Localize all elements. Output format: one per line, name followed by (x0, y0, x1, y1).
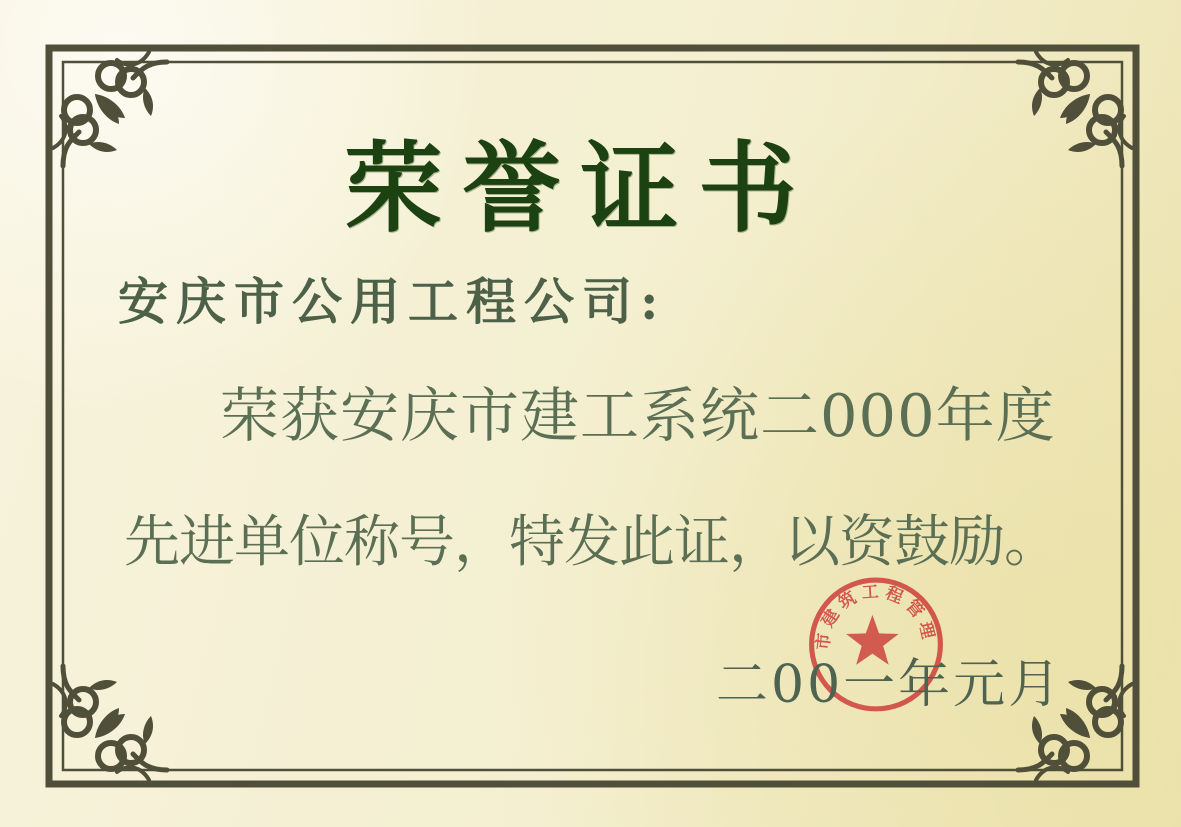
corner-ornament-bottom-left (53, 666, 167, 780)
issue-date: 二00一年元月 (716, 655, 1064, 715)
body-line-1: 荣获安庆市建工系统二000年度 (220, 381, 1056, 450)
recipient-line: 安庆市公用工程公司: (118, 272, 667, 331)
certificate-title: 荣誉证书 (344, 131, 817, 246)
seal-arc-text: 市建筑工程管理 (812, 580, 940, 651)
body-line-2: 先进单位称号，特发此证，以资鼓励。 (124, 510, 1059, 575)
